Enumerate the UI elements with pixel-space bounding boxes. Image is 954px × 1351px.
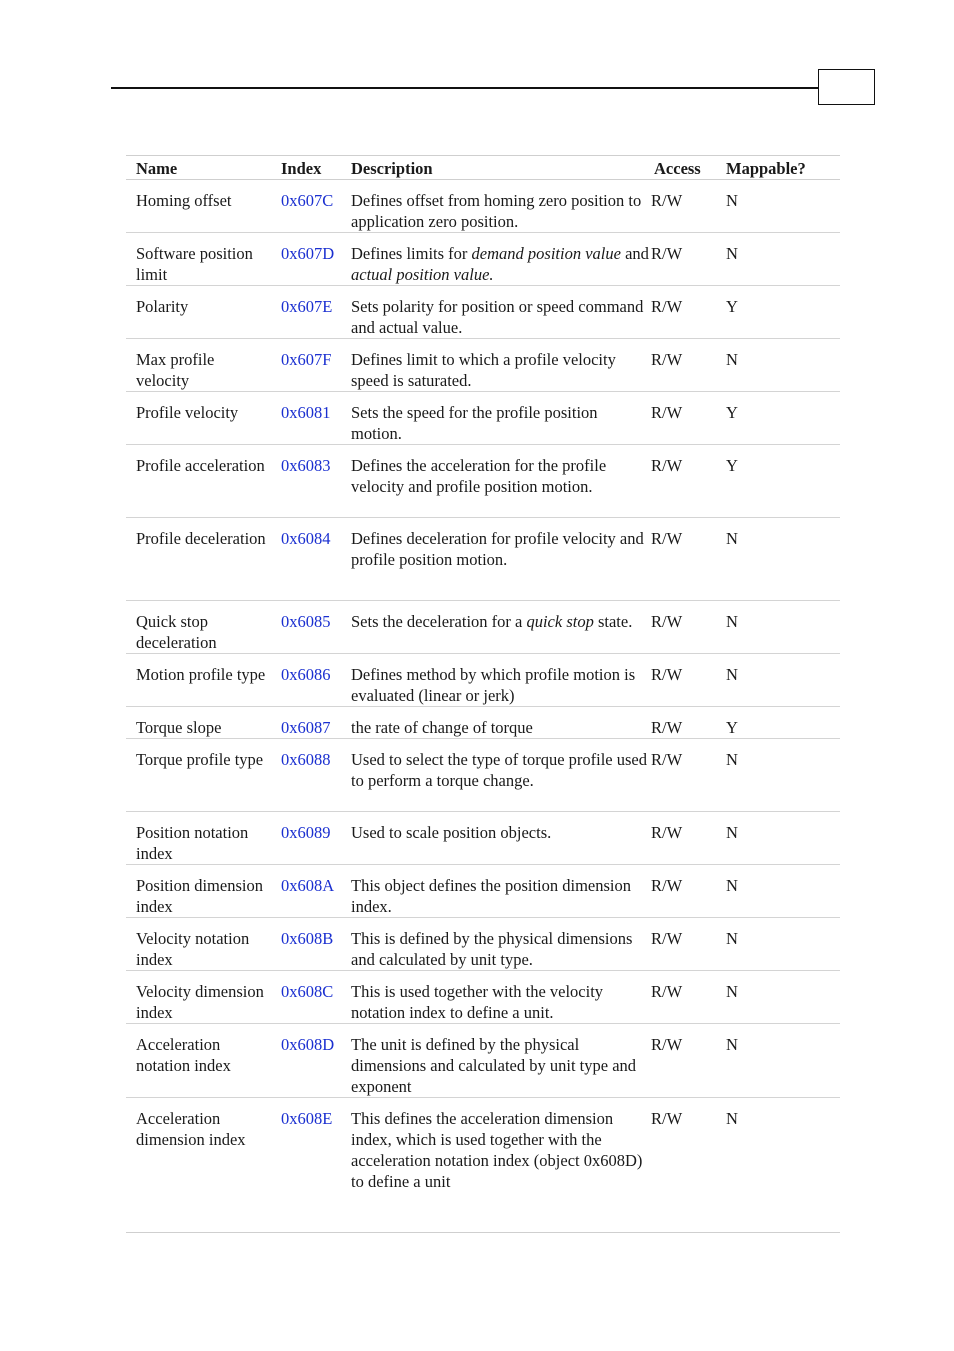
row-index-link[interactable]: 0x6089 [271,812,351,865]
row-mappable: N [726,518,840,601]
row-description: This is used together with the velocity notation index to define a unit. [351,971,651,1024]
row-index-link[interactable]: 0x6086 [271,654,351,707]
row-mappable: N [726,601,840,654]
header-mappable: Mappable? [726,156,840,180]
row-access: R/W [651,654,726,707]
row-access: R/W [651,339,726,392]
table-row [126,339,840,392]
row-index-link[interactable]: 0x607E [271,286,351,339]
row-mappable: N [726,654,840,707]
row-access: R/W [651,971,726,1024]
row-mappable: N [726,739,840,812]
row-access: R/W [651,518,726,601]
row-description: Defines deceleration for profile velocity and profile position motion. [351,518,651,601]
row-description: This object defines the position dimension index. [351,865,651,918]
row-mappable: Y [726,445,840,518]
table-row [126,865,840,918]
row-access: R/W [651,233,726,286]
row-mappable: Y [726,286,840,339]
row-mappable: Y [726,392,840,445]
row-access: R/W [651,601,726,654]
row-access: R/W [651,865,726,918]
table-row [126,518,840,601]
row-index-link[interactable]: 0x6088 [271,739,351,812]
row-name: Polarity [126,286,271,339]
row-index-link[interactable]: 0x6081 [271,392,351,445]
row-index-link[interactable]: 0x607C [271,180,351,233]
table-row [126,918,840,971]
row-index-link[interactable]: 0x6084 [271,518,351,601]
row-index-link[interactable]: 0x608E [281,1109,333,1128]
row-description: Sets polarity for position or speed command and actual value. [351,286,651,339]
row-access: R/W [651,739,726,812]
row-mappable: N [726,865,840,918]
table-row [126,1098,840,1243]
header-name: Name [126,156,271,180]
row-description: This is defined by the physical dimensions and calculated by unit type. [351,918,651,971]
row-access: R/W [651,1109,683,1128]
page-number-box [818,69,875,105]
row-mappable: N [726,1024,840,1098]
row-access: R/W [651,1024,726,1098]
table-row [126,445,840,518]
row-name: Homing offset [126,180,271,233]
table-row [126,392,840,445]
row-description: Defines limit to which a profile velocity speed is saturated. [351,339,651,392]
row-name: Position dimension index [126,865,271,918]
header-description: Description [351,156,651,180]
row-access: R/W [651,812,726,865]
row-description: Used to select the type of torque profile used to perform a torque change. [351,739,651,812]
table-row [126,180,840,233]
row-index-link[interactable]: 0x608B [271,918,351,971]
table-row [126,601,840,654]
row-description: Sets the speed for the profile position motion. [351,392,651,445]
row-name: Profile velocity [126,392,271,445]
row-name: Velocity notation index [126,918,271,971]
object-dictionary-table [126,155,840,1243]
table-row [126,233,840,286]
row-access: R/W [651,180,726,233]
table-bottom-rule [126,1232,840,1233]
header-index: Index [271,156,351,180]
row-mappable: N [726,971,840,1024]
row-mappable: N [726,339,840,392]
row-description: Defines method by which profile motion is evaluated (linear or jerk) [351,654,651,707]
row-access: R/W [651,707,726,739]
table-row [126,812,840,865]
table-body [126,180,840,1243]
row-mappable: Y [726,707,840,739]
row-name: Torque slope [126,707,271,739]
row-index-link[interactable]: 0x607F [271,339,351,392]
row-description: Used to scale position objects. [351,812,651,865]
row-mappable: N [726,1109,738,1128]
row-mappable: N [726,180,840,233]
row-name: Acceleration notation index [126,1024,271,1098]
row-description: Sets the deceleration for a quick stop state. [351,601,651,654]
row-description: the rate of change of torque [351,707,651,739]
row-access: R/W [651,392,726,445]
row-mappable: N [726,918,840,971]
row-name: Quick stop deceleration [126,601,271,654]
row-name: Max profile velocity [126,339,271,392]
row-description: Defines the acceleration for the profile velocity and profile position motion. [351,445,651,518]
table-row [126,286,840,339]
row-name: Profile acceleration [126,445,271,518]
table-row [126,654,840,707]
row-name: Torque profile type [126,739,271,812]
row-name: Velocity dimension index [126,971,271,1024]
row-name: Software position limit [126,233,271,286]
row-access: R/W [651,286,726,339]
row-description: This defines the acceleration dimension index, which is used together with the acceleration notation index (object 0x608D) to define a unit [351,1109,643,1191]
table-row [126,1024,840,1098]
row-name: Profile deceleration [126,518,271,601]
header-rule [111,87,819,89]
row-name: Acceleration dimension index [136,1109,246,1149]
row-index-link[interactable]: 0x6083 [271,445,351,518]
row-index-link[interactable]: 0x6085 [271,601,351,654]
table-header-row [126,156,840,180]
row-description: Defines offset from homing zero position to application zero position. [351,180,651,233]
row-mappable: N [726,233,840,286]
row-index-link[interactable]: 0x608C [271,971,351,1024]
row-mappable: N [726,812,840,865]
table-row [126,707,840,739]
row-access: R/W [651,445,726,518]
row-description: Defines limits for demand position value and actual position value. [351,233,651,286]
row-index-link[interactable]: 0x608A [271,865,351,918]
row-access: R/W [651,918,726,971]
row-index-link[interactable]: 0x6087 [271,707,351,739]
header-access: Access [651,156,726,180]
row-index-link[interactable]: 0x607D [271,233,351,286]
row-name: Motion profile type [126,654,271,707]
row-index-link[interactable]: 0x608D [271,1024,351,1098]
row-name: Position notation index [126,812,271,865]
row-description: The unit is defined by the physical dimensions and calculated by unit type and exponent [351,1024,651,1098]
table-row [126,971,840,1024]
table-row [126,739,840,812]
